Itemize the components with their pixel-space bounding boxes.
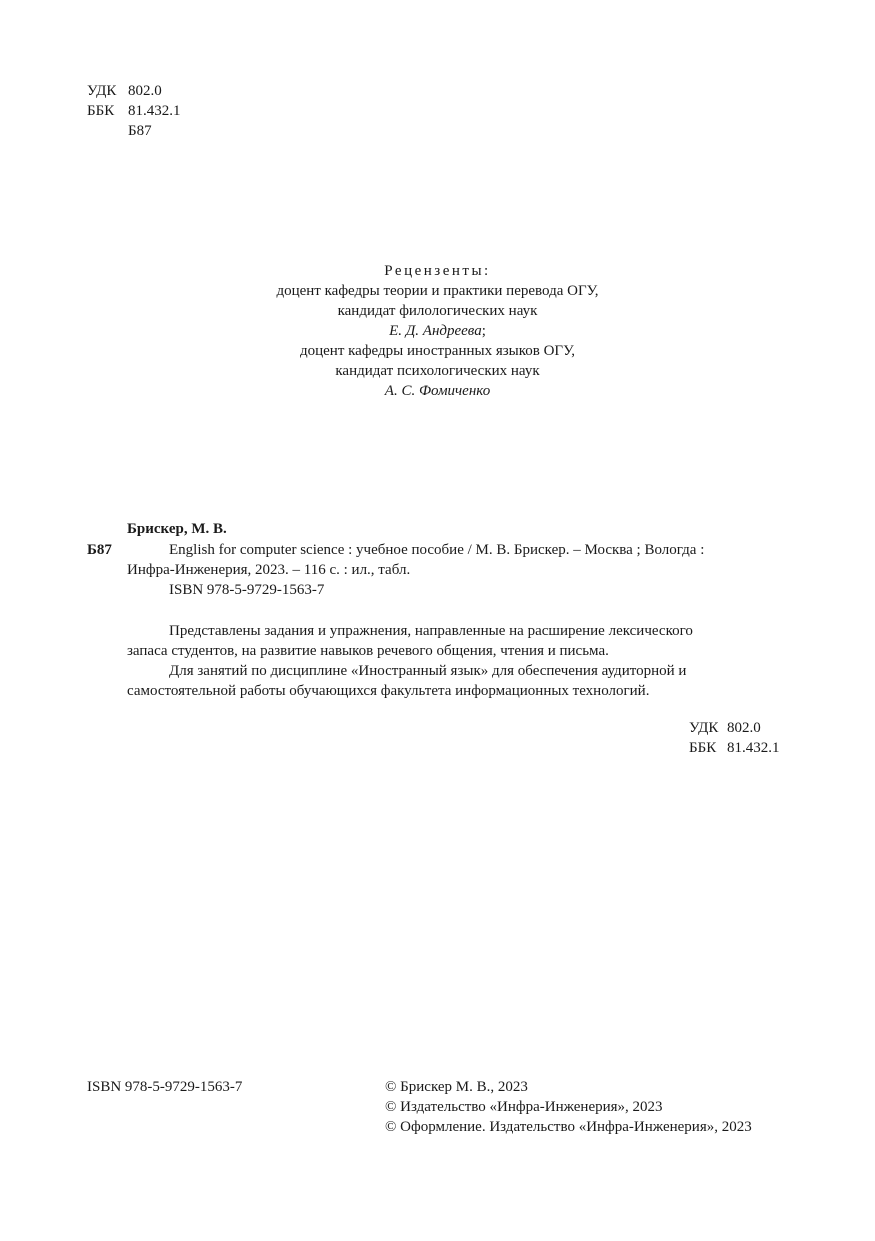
udk-line (87, 81, 181, 101)
copyright-publisher: © Издательство «Инфра-Инженерия», 2023 (385, 1099, 663, 1115)
udk-value: 802.0 (128, 83, 162, 99)
catalog-author-heading: Брискер, М. В. (127, 521, 227, 537)
reviewer1-suffix: ; (481, 323, 486, 339)
classification-bottom (689, 718, 780, 758)
reviewer2-position: доцент кафедры иностранных языков ОГУ, (299, 343, 576, 359)
footer-isbn: ISBN 978-5-9729-1563-7 (87, 1079, 243, 1095)
udk-bottom-label: УДК (689, 720, 719, 736)
author-mark-line (87, 121, 181, 141)
catalog-isbn: ISBN 978-5-9729-1563-7 (169, 582, 325, 598)
classification-top (87, 81, 181, 141)
udk-bottom-line (689, 718, 780, 738)
annotation-p1-line1: Представлены задания и упражнения, направленные на расширение лексического (169, 623, 693, 639)
catalog-author-mark: Б87 (87, 542, 112, 558)
footer-copyrights (385, 1077, 752, 1137)
annotation-p1-line2: запаса студентов, на развитие навыков речевого общения, чтения и письма. (127, 643, 609, 659)
reviewer1-name-line (0, 321, 875, 341)
bbk-bottom-label: ББК (689, 740, 717, 756)
udk-label: УДК (87, 83, 117, 99)
udk-bottom-value: 802.0 (727, 720, 761, 736)
bbk-line (87, 101, 181, 121)
reviewer1-name: Е. Д. Андреева (389, 323, 482, 339)
copyright-design: © Оформление. Издательство «Инфра-Инженерия», 2023 (385, 1119, 752, 1135)
copyright-author: © Брискер М. В., 2023 (385, 1079, 528, 1095)
reviewers-heading: Рецензенты: (384, 263, 491, 279)
reviewer1-degree: кандидат филологических наук (337, 303, 538, 319)
annotation-p2-line2: самостоятельной работы обучающихся факультета информационных технологий. (127, 683, 650, 699)
annotation-p2-line1: Для занятий по дисциплине «Иностранный язык» для обеспечения аудиторной и (169, 663, 687, 679)
bbk-value: 81.432.1 (128, 103, 181, 119)
author-mark: Б87 (128, 123, 152, 139)
bbk-label: ББК (87, 103, 115, 119)
bbk-bottom-value: 81.432.1 (727, 740, 780, 756)
reviewer1-position: доцент кафедры теории и практики перевода ОГУ, (276, 283, 599, 299)
reviewer2-name: А. С. Фомиченко (384, 383, 491, 399)
bbk-bottom-line (689, 738, 780, 758)
catalog-title-line1: English for computer science : учебное пособие / М. В. Брискер. – Москва ; Вологда : (169, 542, 705, 558)
reviewers-block (0, 261, 875, 401)
reviewer2-degree: кандидат психологических наук (335, 363, 540, 379)
catalog-title-line2: Инфра-Инженерия, 2023. – 116 с. : ил., табл. (127, 562, 411, 578)
